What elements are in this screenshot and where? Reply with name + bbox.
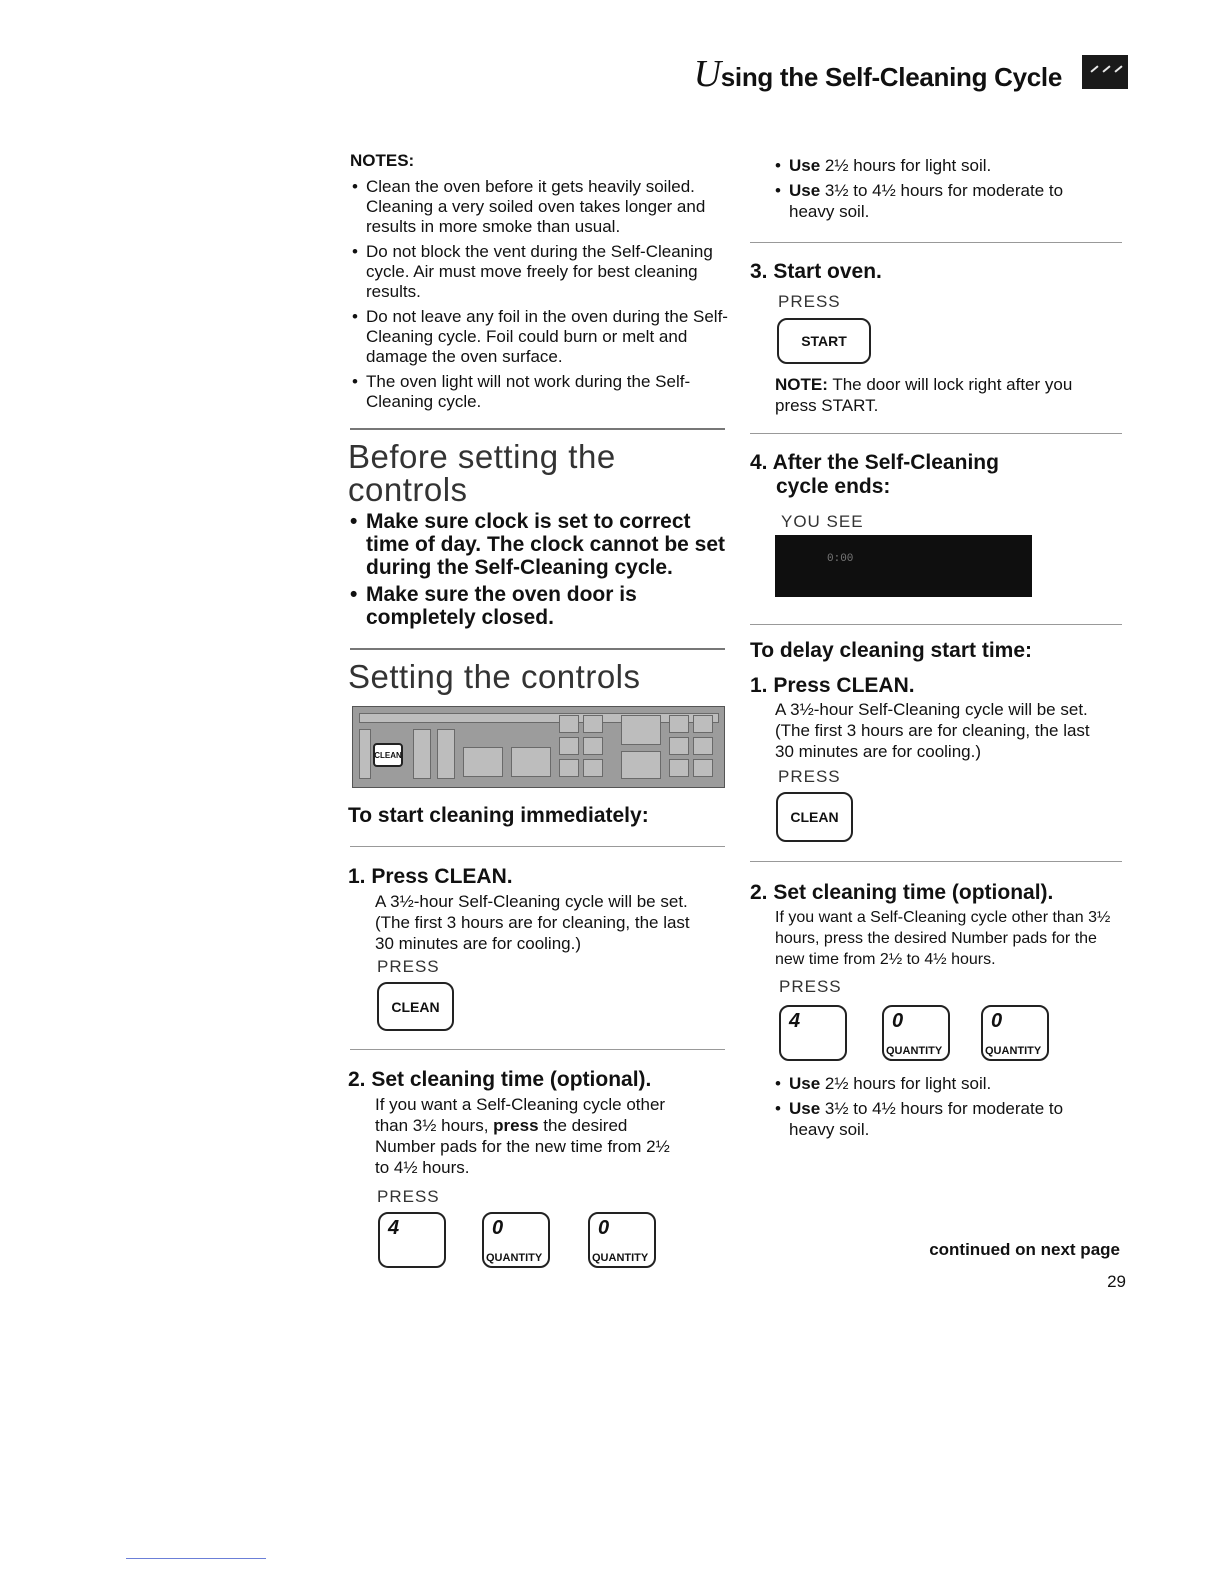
before-setting-title xyxy=(348,440,616,506)
number-pad-4[interactable]: 4 xyxy=(378,1212,446,1268)
use-item: • Use 3½ to 4½ hours for moderate to heavy soil. xyxy=(775,1098,1105,1140)
divider xyxy=(750,242,1122,243)
divider xyxy=(350,648,725,650)
page-header xyxy=(0,52,1062,96)
continued-note: continued on next page xyxy=(929,1240,1120,1259)
brand-logo-icon xyxy=(1082,55,1128,89)
delay-step1-text: A 3½-hour Self-Cleaning cycle will be set. (The first 3 hours are for cleaning, the last 30 minutes are for cooling.) xyxy=(775,700,1090,761)
notes-list xyxy=(350,177,735,412)
control-panel-image xyxy=(352,706,725,788)
press-label: PRESS xyxy=(377,957,440,976)
number-pad-0[interactable]: 0 QUANTITY xyxy=(981,1005,1049,1061)
step3-note: NOTE: The door will lock right after you press START. xyxy=(775,375,1073,415)
you-see-label: YOU SEE xyxy=(781,512,864,531)
divider xyxy=(750,861,1122,862)
start-immediately-title: To start cleaning immediately: xyxy=(348,804,649,827)
step-title: Press CLEAN. xyxy=(773,674,915,697)
use-item: • Use 2½ hours for light soil. xyxy=(775,1073,1105,1094)
immediate-step2-heading xyxy=(348,1068,651,1092)
use-item: • Use 3½ to 4½ hours for moderate to heavy soil. xyxy=(775,180,1095,222)
immediate-step2-text: If you want a Self-Cleaning cycle other than 3½ hours, press the desired Number pads for the new time from 2½ to 4½ hours. xyxy=(375,1095,670,1177)
number-pad-0[interactable]: 0 QUANTITY xyxy=(482,1212,550,1268)
display-readout: 0:00 xyxy=(827,553,854,565)
before-item: • Make sure the oven door is completely closed. xyxy=(348,583,733,629)
setting-controls-title: Setting the controls xyxy=(348,658,641,695)
step-title: Set cleaning time (optional). xyxy=(371,1068,652,1091)
use-item: • Use 2½ hours for light soil. xyxy=(775,155,1095,176)
footer-line xyxy=(126,1558,266,1559)
number-pad-0[interactable]: 0 QUANTITY xyxy=(588,1212,656,1268)
immediate-step1-text: A 3½-hour Self-Cleaning cycle will be set. (The first 3 hours are for cleaning, the last 30 minutes are for cooling.) xyxy=(375,892,690,953)
notes-section xyxy=(350,151,735,417)
step4-heading: 4. After the Self-Cleaning cycle ends: xyxy=(750,451,999,498)
number-pad-4[interactable]: 4 xyxy=(779,1005,847,1061)
divider xyxy=(350,1049,725,1050)
step-number: 4. xyxy=(750,451,768,474)
before-title-line1: Before setting the xyxy=(348,438,616,475)
use-list-top xyxy=(775,155,1095,226)
step-number: 2. xyxy=(348,1068,366,1091)
delay-step2-text: If you want a Self-Cleaning cycle other than 3½ hours, press the desired Number pads for the new time from 2½ to 4½ hours. xyxy=(775,909,1111,968)
clean-button[interactable]: CLEAN xyxy=(776,792,853,842)
header-initial: U xyxy=(693,53,721,95)
press-label: PRESS xyxy=(377,1187,440,1206)
step-number: 2. xyxy=(750,881,768,904)
delay-step2-heading xyxy=(750,881,1053,905)
number-pad-0[interactable]: 0 QUANTITY xyxy=(882,1005,950,1061)
before-title-line2: controls xyxy=(348,471,468,508)
page-number: 29 xyxy=(1107,1272,1126,1291)
press-label: PRESS xyxy=(778,292,841,311)
clean-button[interactable]: CLEAN xyxy=(377,982,454,1031)
divider xyxy=(350,846,725,847)
step-title: Press CLEAN. xyxy=(371,865,513,888)
press-label: PRESS xyxy=(779,977,842,996)
divider xyxy=(750,433,1122,434)
divider xyxy=(750,624,1122,625)
divider xyxy=(350,428,725,430)
note-item: • Do not leave any foil in the oven during the Self-Cleaning cycle. Foil could burn or melt and damage the oven surface. xyxy=(350,307,735,367)
immediate-step1-heading xyxy=(348,865,513,889)
step-number: 1. xyxy=(750,674,768,697)
delay-title: To delay cleaning start time: xyxy=(750,639,1033,662)
step-number: 1. xyxy=(348,865,366,888)
press-label: PRESS xyxy=(778,767,841,786)
use-list-bottom xyxy=(775,1073,1105,1144)
header-title: sing the Self-Cleaning Cycle xyxy=(720,62,1062,92)
note-item: • Clean the oven before it gets heavily soiled. Cleaning a very soiled oven takes longer and results in more smoke than usual. xyxy=(350,177,735,237)
step-number: 3. xyxy=(750,260,768,283)
step3-heading xyxy=(750,260,882,284)
step-title: Set cleaning time (optional). xyxy=(773,881,1054,904)
before-item: • Make sure clock is set to correct time of day. The clock cannot be set during the Self-Cleaning cycle. xyxy=(348,510,733,579)
delay-step1-heading xyxy=(750,674,915,698)
note-item: • The oven light will not work during the Self-Cleaning cycle. xyxy=(350,372,735,412)
before-setting-list xyxy=(348,510,733,633)
start-button[interactable]: START xyxy=(777,318,871,364)
notes-title: NOTES: xyxy=(350,151,415,170)
note-item: • Do not block the vent during the Self-Cleaning cycle. Air must move freely for best cleaning results. xyxy=(350,242,735,302)
panel-clean-button[interactable]: CLEAN xyxy=(373,743,403,767)
oven-display xyxy=(775,535,1032,597)
step-title: Start oven. xyxy=(773,260,882,283)
